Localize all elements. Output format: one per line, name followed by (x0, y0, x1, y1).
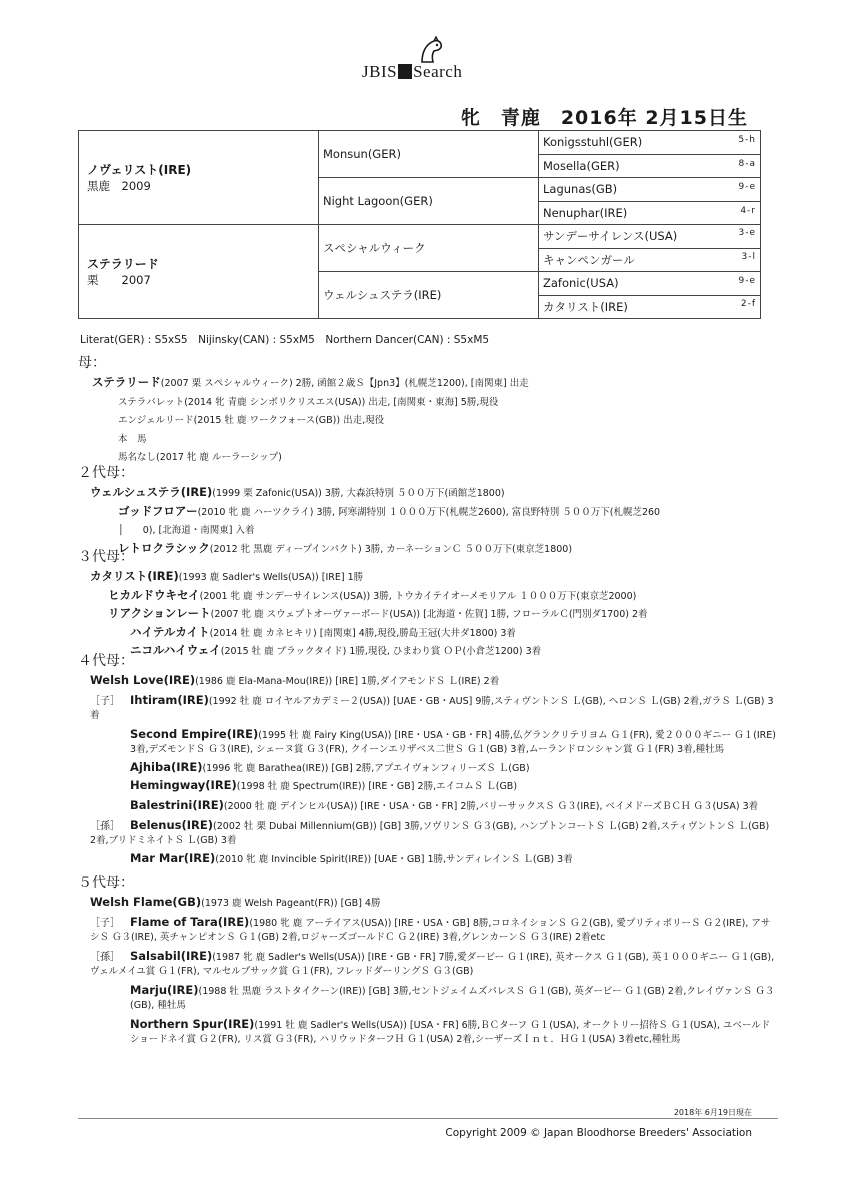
family-line (78, 850, 778, 869)
family-line (78, 796, 778, 816)
family-line (78, 605, 778, 624)
dam-detail: 栗 2007 (87, 273, 151, 287)
pedigree-gen3-cell (539, 225, 761, 249)
logo-block (398, 64, 412, 79)
relation-tag: ［孫］ (90, 951, 120, 963)
horse-record: (2015 牡 鹿 ブラックタイド) 1勝,現役, ひまわり賞 ＯＰ(小倉芝1200) 3着 (220, 646, 542, 657)
family-line (78, 816, 778, 850)
as-of-date: 2018年 6月19日現在 (673, 1108, 752, 1117)
horse-record: (1999 栗 Zafonic(USA)) 3勝, 大森浜特別 ５００万下(函館芝1800) (212, 488, 505, 499)
sire-detail: 黒鹿 2009 (87, 179, 151, 193)
horse-name: Ajhiba(IRE) (130, 759, 203, 774)
gen3-name: Konigsstuhl(GER) (543, 135, 643, 150)
family-line (78, 1015, 778, 1049)
section-heading: ３代母： (78, 549, 134, 565)
family-number: 3-e (738, 228, 756, 239)
horse-name: ニコルハイウェイ (130, 643, 221, 657)
family-line (78, 484, 778, 503)
horse-record: │ 0), [北海道・南関東] 入着 (118, 525, 255, 536)
horse-record: (1988 牡 黒鹿 ラストタイクーン(IRE)) [GB] 3勝,セントジェイムズパレスＳ Ｇ１(GB), 英ダービー Ｇ１(GB) 2着,クレイヴァンＳ Ｇ３(GB), 種牡馬 (130, 985, 775, 1011)
family-line (78, 759, 778, 778)
horse-name: リアクションレート (108, 606, 211, 620)
pedigree-gen2-cell: ウェルシュステラ(IRE) (319, 272, 539, 319)
horse-record: (2002 牡 栗 Dubai Millennium(GB)) [GB] 3勝,ソヴリンＳ Ｇ３(GB), ハンプトンコートＳ Ｌ(GB) 2着,スティヴントンＳ Ｌ(GB) 2着,ブリドミネイトＳ Ｌ(GB) 3着 (90, 820, 770, 846)
pedigree-gen3-cell (539, 131, 761, 155)
dam-name: ステラリード (87, 257, 159, 271)
pedigree-gen3-cell (539, 154, 761, 178)
pedigree-gen3-cell (539, 248, 761, 272)
horse-name: Welsh Flame(GB) (90, 895, 202, 909)
jbis-search-logo (362, 34, 492, 84)
horse-name: ステラリード (92, 375, 161, 389)
fourth-dam-section (78, 650, 778, 868)
family-line (78, 725, 778, 759)
second-dam-section (78, 462, 778, 558)
family-number: 4-r (740, 205, 756, 216)
pedigree-gen2-cell: スペシャルウィーク (319, 225, 539, 272)
family-line (78, 947, 778, 981)
horse-record: (1986 鹿 Ela-Mana-Mou(IRE)) [IRE] 1勝,ダイアモンドＳ Ｌ(IRE) 2着 (195, 676, 500, 687)
horse-name: ゴッドフロアー (118, 503, 198, 518)
family-line (78, 568, 778, 587)
family-line (78, 777, 778, 796)
horse-name: Flame of Tara(IRE) (130, 914, 250, 929)
inbreeding-line: Literat(GER) : S5xS5 Nijinsky(CAN) : S5xM5 Northern Dancer(CAN) : S5xM5 (80, 334, 490, 346)
family-number: 9-e (738, 182, 756, 193)
relation-tag: ［孫］ (90, 820, 120, 832)
gen3-name: Mosella(GER) (543, 158, 620, 173)
gen3-name: カタリスト(IRE) (543, 299, 628, 314)
pedigree-gen3-cell (539, 178, 761, 202)
family-line (78, 913, 778, 947)
horse-name: Salsabil(IRE) (130, 948, 213, 963)
section-heading: ４代母： (78, 653, 134, 669)
horse-name: Hemingway(IRE) (130, 778, 237, 792)
relation-tag: ［子］ (90, 917, 120, 929)
horse-name: Welsh Love(IRE) (90, 673, 196, 687)
gen3-name: サンデーサイレンス(USA) (543, 229, 678, 244)
gen3-name: Zafonic(USA) (543, 276, 619, 291)
horse-record: (1980 牝 鹿 アーテイアス(USA)) [IRE・USA・GB] 8勝,コロネイションＳ Ｇ２(GB), 愛プリティポリーＳ Ｇ２(IRE), アサシＳ Ｇ３(IRE), 英チャンピオンＳ Ｇ１(GB) 2着,ロジャーズゴールドＣ Ｇ２(IRE) 3着,グレンカーンＳ Ｇ３(IRE) 2着etc (90, 917, 771, 943)
family-line (78, 503, 778, 522)
logo-text-right: Search (413, 62, 463, 81)
horse-name: Northern Spur(IRE) (130, 1016, 255, 1031)
pedigree-dam-cell (79, 225, 319, 319)
horse-record: (2007 栗 スペシャルウィーク) 2勝, 函館２歳Ｓ【Jpn3】(札幌芝1200), [南関東] 出走 (160, 378, 529, 389)
horse-name: ヒカルドウキセイ (108, 587, 200, 602)
horse-name: Marju(IRE) (130, 982, 199, 997)
pedigree-gen2-cell: Monsun(GER) (319, 131, 539, 178)
family-line (78, 587, 778, 606)
horse-name: ハイテルカイト (130, 624, 210, 639)
section-heading: ２代母： (78, 465, 134, 481)
horse-name: ウェルシュステラ(IRE) (90, 485, 213, 499)
copyright: Copyright 2009 © Japan Bloodhorse Breeders' Association (445, 1127, 752, 1139)
pedigree-gen3-cell (539, 272, 761, 296)
section-heading: 母： (78, 355, 106, 371)
horse-name: Belenus(IRE) (130, 817, 214, 832)
family-number: 5-h (738, 135, 756, 146)
family-line (78, 430, 778, 449)
family-line (78, 521, 778, 540)
sire-name: ノヴェリスト(IRE) (87, 163, 192, 177)
horse-record: (2007 牝 鹿 スウェプトオーヴァーボード(USA)) [北海道・佐賀] 1勝, フローラルＣ(門別ダ1700) 2着 (210, 609, 648, 620)
family-line (78, 981, 778, 1015)
horse-head-icon (408, 36, 448, 64)
logo-text-left: JBIS (362, 62, 398, 81)
horse-record: (2012 牝 黒鹿 ディープインパクト) 3勝, カーネーションＣ ５００万下(東京芝1800) (209, 543, 573, 555)
horse-record: (1995 牡 鹿 Fairy King(USA)) [IRE・USA・GB・FR] 4勝,仏グランクリテリヨム Ｇ１(FR), 愛２０００ギニー Ｇ１(IRE) 3着,デズモンドＳ Ｇ３(IRE), シェーヌ賞 Ｇ３(FR), クイーンエリザベス二世Ｓ Ｇ１(GB) 3着,ムーランドロンシャン賞 Ｇ１(FR) 3着,種牡馬 (130, 729, 776, 755)
horse-record: (2010 牝 鹿 ハーツクライ) 3勝, 阿寒湖特別 １０００万下(札幌芝2600), 富良野特別 ５００万下(札幌芝260 (197, 506, 661, 518)
family-line (78, 691, 778, 725)
family-line (78, 624, 778, 643)
horse-name: レトロクラシック (118, 540, 210, 555)
fifth-dam-section (78, 872, 778, 1049)
horse-name: Second Empire(IRE) (130, 726, 259, 741)
horse-record: エンジェルリード(2015 牡 鹿 ワークフォース(GB)) 出走,現役 (118, 415, 385, 426)
horse-record: (2001 牝 鹿 サンデーサイレンス(USA)) 3勝, トウカイテイオーメモリアル １０００万下(東京芝2000) (199, 590, 637, 602)
family-number: 2-f (740, 298, 756, 309)
horse-record: (1996 牝 鹿 Barathea(IRE)) [GB] 2勝,アプエイヴォンフィリーズＳ Ｌ(GB) (202, 762, 530, 774)
gen3-name: Nenuphar(IRE) (543, 205, 628, 220)
family-number: 8-a (738, 158, 756, 169)
horse-record: (1987 牝 鹿 Sadler's Wells(USA)) [IRE・GB・FR] 7勝,愛ダービー Ｇ１(IRE), 英オークス Ｇ１(GB), 英１０００ギニー Ｇ１(GB), ヴェルメイユ賞 Ｇ１(FR), マルセルブサック賞 Ｇ１(FR), フレッドダーリングＳ Ｇ３(GB) (90, 951, 775, 977)
horse-name: Balestrini(IRE) (130, 797, 224, 812)
horse-record: (1992 牡 鹿 ロイヤルアカデミー２(USA)) [UAE・GB・AUS] 9勝,スティヴントンＳ Ｌ(GB), ヘロンＳ Ｌ(GB) 2着,ガラＳ Ｌ(GB) 3着 (90, 695, 774, 721)
pedigree-gen2-cell: Night Lagoon(GER) (319, 178, 539, 225)
pedigree-table (78, 130, 761, 319)
family-line (78, 374, 778, 393)
horse-profile-line: 牝 青鹿 2016年 2月15日生 (460, 107, 748, 129)
dam-section (78, 352, 778, 467)
horse-record: (1998 牡 鹿 Spectrum(IRE)) [IRE・GB] 2勝,エイコムＳ Ｌ(GB) (236, 781, 518, 792)
section-heading: ５代母： (78, 875, 134, 891)
pedigree-gen3-cell (539, 295, 761, 319)
family-line (78, 393, 778, 412)
footer-divider (78, 1118, 778, 1119)
horse-name: カタリスト(IRE) (90, 569, 179, 583)
relation-tag: ［子］ (90, 695, 120, 707)
horse-record: ステラバレット(2014 牝 青鹿 シンボリクリスエス(USA)) 出走, [南関東・東海] 5勝,現役 (118, 396, 499, 408)
horse-record: 馬名なし(2017 牝 鹿 ルーラーシップ) (118, 452, 282, 463)
family-line (78, 672, 778, 691)
horse-name: Mar Mar(IRE) (130, 850, 216, 865)
pedigree-sire-cell (79, 131, 319, 225)
horse-record: (2010 牝 鹿 Invincible Spirit(IRE)) [UAE・GB] 1勝,サンディレインＳ Ｌ(GB) 3着 (215, 853, 573, 865)
horse-record: (2000 牡 鹿 デインヒル(USA)) [IRE・USA・GB・FR] 2勝,バリーサックスＳ Ｇ３(IRE), ベイメドーズＢＣＨ Ｇ３(USA) 3着 (223, 800, 759, 812)
pedigree-gen3-cell (539, 201, 761, 225)
family-number: 9-e (738, 276, 756, 287)
horse-record: 本 馬 (118, 433, 147, 445)
family-line (78, 411, 778, 430)
horse-record: (1993 鹿 Sadler's Wells(USA)) [IRE] 1勝 (178, 572, 364, 583)
gen3-name: キャンペンガール (543, 252, 635, 267)
horse-record: (1973 鹿 Welsh Pageant(FR)) [GB] 4勝 (201, 898, 381, 909)
gen3-name: Lagunas(GB) (543, 182, 618, 197)
family-number: 3-l (741, 251, 756, 262)
horse-record: (2014 牡 鹿 カネヒキリ) [南関東] 4勝,現役,勝島王冠(大井ダ1800) 3着 (209, 627, 516, 639)
horse-record: (1991 牡 鹿 Sadler's Wells(USA)) [USA・FR] 6勝,ＢＣターフ Ｇ１(USA), オークトリー招待Ｓ Ｇ１(USA), ユベールドショードネイ賞 Ｇ２(FR), リス賞 Ｇ３(FR), ハリウッドターフＨ Ｇ１(USA) 2着,シーザーズＩｎｔ．ＨＧ１(USA) 3着etc,種牡馬 (130, 1019, 771, 1045)
family-line (78, 894, 778, 913)
third-dam-section (78, 543, 778, 661)
horse-name: Ihtiram(IRE) (130, 692, 209, 707)
